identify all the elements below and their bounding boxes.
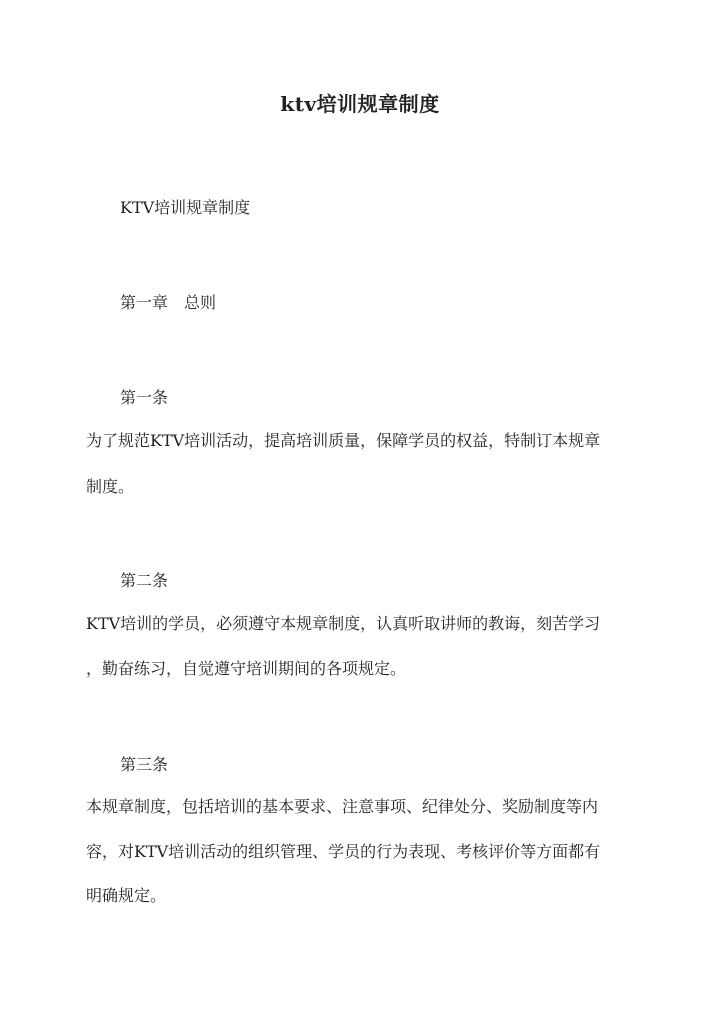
article-1-heading: 第一条 (120, 388, 169, 407)
document-subtitle: KTV培训规章制度 (120, 198, 251, 217)
chapter-heading: 第一章 总则 (120, 293, 217, 312)
article-1-line-2: 制度。 (86, 477, 135, 496)
article-3-line-2: 容，对KTV培训活动的组织管理、学员的行为表现、考核评价等方面都有 (86, 842, 601, 861)
article-2-line-1: KTV培训的学员，必须遵守本规章制度，认真听取讲师的教诲，刻苦学习 (86, 614, 601, 633)
article-2-heading: 第二条 (120, 571, 169, 590)
article-3-line-3: 明确规定。 (86, 886, 167, 905)
article-3-heading: 第三条 (120, 755, 169, 774)
article-3-line-1: 本规章制度，包括培训的基本要求、注意事项、纪律处分、奖励制度等内 (86, 797, 599, 816)
document-title: ktv培训规章制度 (280, 92, 440, 116)
article-1-line-1: 为了规范KTV培训活动，提高培训质量，保障学员的权益，特制订本规章 (86, 431, 601, 450)
article-2-line-2: ，勤奋练习，自觉遵守培训期间的各项规定。 (86, 659, 407, 678)
